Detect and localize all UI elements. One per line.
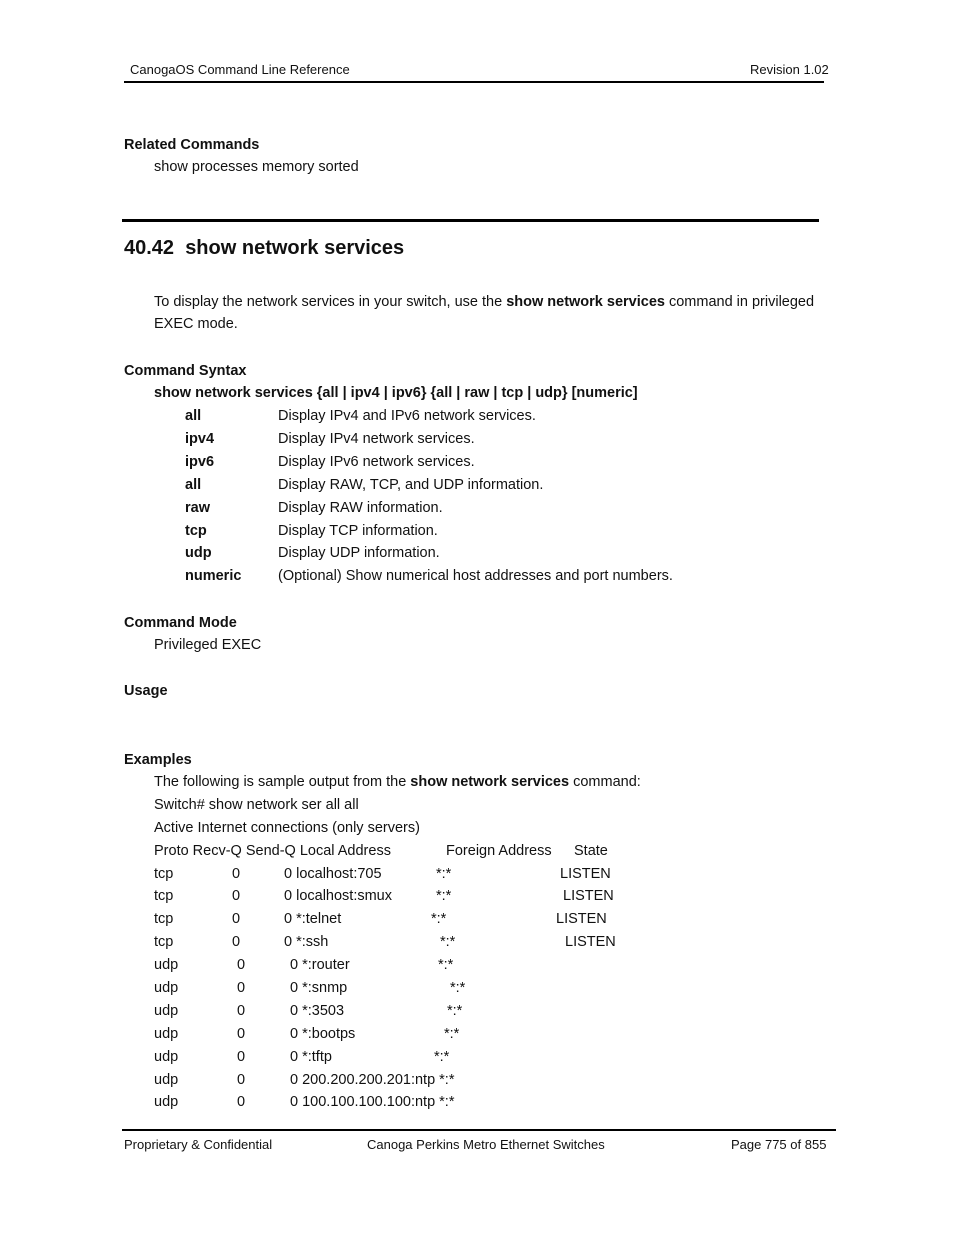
row-foreign: *:* bbox=[434, 1049, 450, 1065]
row-recvq: 0 bbox=[237, 1049, 246, 1065]
row-local: 0 localhost:smux bbox=[284, 888, 392, 904]
option-key: raw bbox=[185, 500, 210, 516]
section-name: show network services bbox=[185, 237, 405, 259]
row-foreign: *:* bbox=[447, 1003, 463, 1019]
header-title: CanogaOS Command Line Reference bbox=[130, 62, 350, 77]
command-mode-text: Privileged EXEC bbox=[154, 637, 262, 653]
row-recvq: 0 bbox=[237, 980, 246, 996]
related-commands-heading: Related Commands bbox=[124, 137, 260, 153]
footer-product: Canoga Perkins Metro Ethernet Switches bbox=[367, 1137, 605, 1152]
option-key: udp bbox=[185, 545, 212, 561]
command-syntax-line: show network services {all | ipv4 | ipv6} {all | raw | tcp | udp} [numeric] bbox=[154, 385, 638, 401]
row-recvq: 0 bbox=[237, 1072, 246, 1088]
footer-rule bbox=[122, 1129, 836, 1131]
row-local: 0 *:tftp bbox=[290, 1049, 332, 1065]
row-proto: udp bbox=[154, 1072, 179, 1088]
option-desc: (Optional) Show numerical host addresses and port numbers. bbox=[278, 568, 673, 584]
row-recvq: 0 bbox=[237, 957, 246, 973]
output-header-cols: Proto Recv-Q Send-Q Local Address bbox=[154, 843, 391, 859]
row-recvq: 0 bbox=[237, 1026, 246, 1042]
row-state: LISTEN bbox=[565, 934, 616, 950]
row-recvq: 0 bbox=[232, 911, 241, 927]
row-foreign: *:* bbox=[444, 1026, 460, 1042]
row-foreign: *:* bbox=[438, 957, 454, 973]
examples-intro bbox=[154, 774, 641, 790]
row-local: 0 localhost:705 bbox=[284, 866, 382, 882]
row-state: LISTEN bbox=[560, 866, 611, 882]
row-recvq: 0 bbox=[237, 1094, 246, 1110]
related-commands-text: show processes memory sorted bbox=[154, 159, 359, 175]
row-recvq: 0 bbox=[232, 934, 241, 950]
row-proto: udp bbox=[154, 1094, 179, 1110]
row-recvq: 0 bbox=[232, 888, 241, 904]
row-foreign: *:* bbox=[436, 866, 452, 882]
row-foreign: *:* bbox=[450, 980, 466, 996]
row-state: LISTEN bbox=[563, 888, 614, 904]
section-rule bbox=[122, 219, 819, 222]
row-foreign: *:* bbox=[436, 888, 452, 904]
row-proto: tcp bbox=[154, 911, 174, 927]
intro-line-1 bbox=[154, 294, 814, 310]
section-number: 40.42 bbox=[124, 237, 175, 259]
intro-command: show network services bbox=[506, 294, 665, 310]
option-key: ipv4 bbox=[185, 431, 215, 447]
option-desc: Display IPv6 network services. bbox=[278, 454, 475, 470]
footer-confidential: Proprietary & Confidential bbox=[124, 1137, 273, 1152]
option-desc: Display RAW, TCP, and UDP information. bbox=[278, 477, 544, 493]
row-local: 0 *:3503 bbox=[290, 1003, 345, 1019]
row-proto: udp bbox=[154, 1026, 179, 1042]
intro-line-2: EXEC mode. bbox=[154, 316, 238, 332]
option-key: tcp bbox=[185, 523, 207, 539]
row-proto: tcp bbox=[154, 888, 174, 904]
command-syntax-heading: Command Syntax bbox=[124, 363, 247, 379]
row-recvq: 0 bbox=[237, 1003, 246, 1019]
example-prompt: Switch# show network ser all all bbox=[154, 797, 359, 813]
example-active-line: Active Internet connections (only servers) bbox=[154, 820, 420, 836]
footer-page-number: Page 775 of 855 bbox=[731, 1137, 827, 1152]
intro-text: To display the network services in your switch, use the bbox=[154, 294, 507, 310]
row-local: 0 *:router bbox=[290, 957, 350, 973]
option-desc: Display UDP information. bbox=[278, 545, 440, 561]
option-desc: Display IPv4 network services. bbox=[278, 431, 475, 447]
option-key: all bbox=[185, 408, 202, 424]
row-proto: udp bbox=[154, 980, 179, 996]
row-local: 0 *:bootps bbox=[290, 1026, 356, 1042]
option-desc: Display TCP information. bbox=[278, 523, 438, 539]
row-local: 0 *:telnet bbox=[284, 911, 342, 927]
header-rule bbox=[124, 81, 824, 83]
row-local: 0 100.100.100.100:ntp *:* bbox=[290, 1094, 455, 1110]
examples-heading: Examples bbox=[124, 752, 192, 768]
option-key: ipv6 bbox=[185, 454, 215, 470]
row-proto: udp bbox=[154, 1003, 179, 1019]
command-mode-heading: Command Mode bbox=[124, 615, 237, 631]
row-local: 0 *:snmp bbox=[290, 980, 348, 996]
row-foreign: *:* bbox=[431, 911, 447, 927]
row-state: LISTEN bbox=[556, 911, 607, 927]
section-title bbox=[124, 237, 404, 260]
intro-text-after: command in privileged bbox=[664, 294, 815, 310]
row-proto: udp bbox=[154, 957, 179, 973]
row-proto: tcp bbox=[154, 934, 174, 950]
option-desc: Display IPv4 and IPv6 network services. bbox=[278, 408, 536, 424]
row-local: 0 *:ssh bbox=[284, 934, 329, 950]
usage-heading: Usage bbox=[124, 683, 168, 699]
option-desc: Display RAW information. bbox=[278, 500, 443, 516]
examples-intro-command: show network services bbox=[410, 774, 570, 790]
row-proto: tcp bbox=[154, 866, 174, 882]
row-foreign: *:* bbox=[440, 934, 456, 950]
row-proto: udp bbox=[154, 1049, 179, 1065]
examples-intro-text: The following is sample output from the bbox=[154, 774, 411, 790]
header-revision: Revision 1.02 bbox=[750, 62, 829, 77]
examples-intro-text-after: command: bbox=[569, 774, 641, 790]
output-header-state: State bbox=[574, 843, 608, 859]
option-key: all bbox=[185, 477, 202, 493]
row-local: 0 200.200.200.201:ntp *:* bbox=[290, 1072, 455, 1088]
row-recvq: 0 bbox=[232, 866, 241, 882]
option-key: numeric bbox=[185, 568, 242, 584]
output-header-foreign: Foreign Address bbox=[446, 843, 552, 859]
